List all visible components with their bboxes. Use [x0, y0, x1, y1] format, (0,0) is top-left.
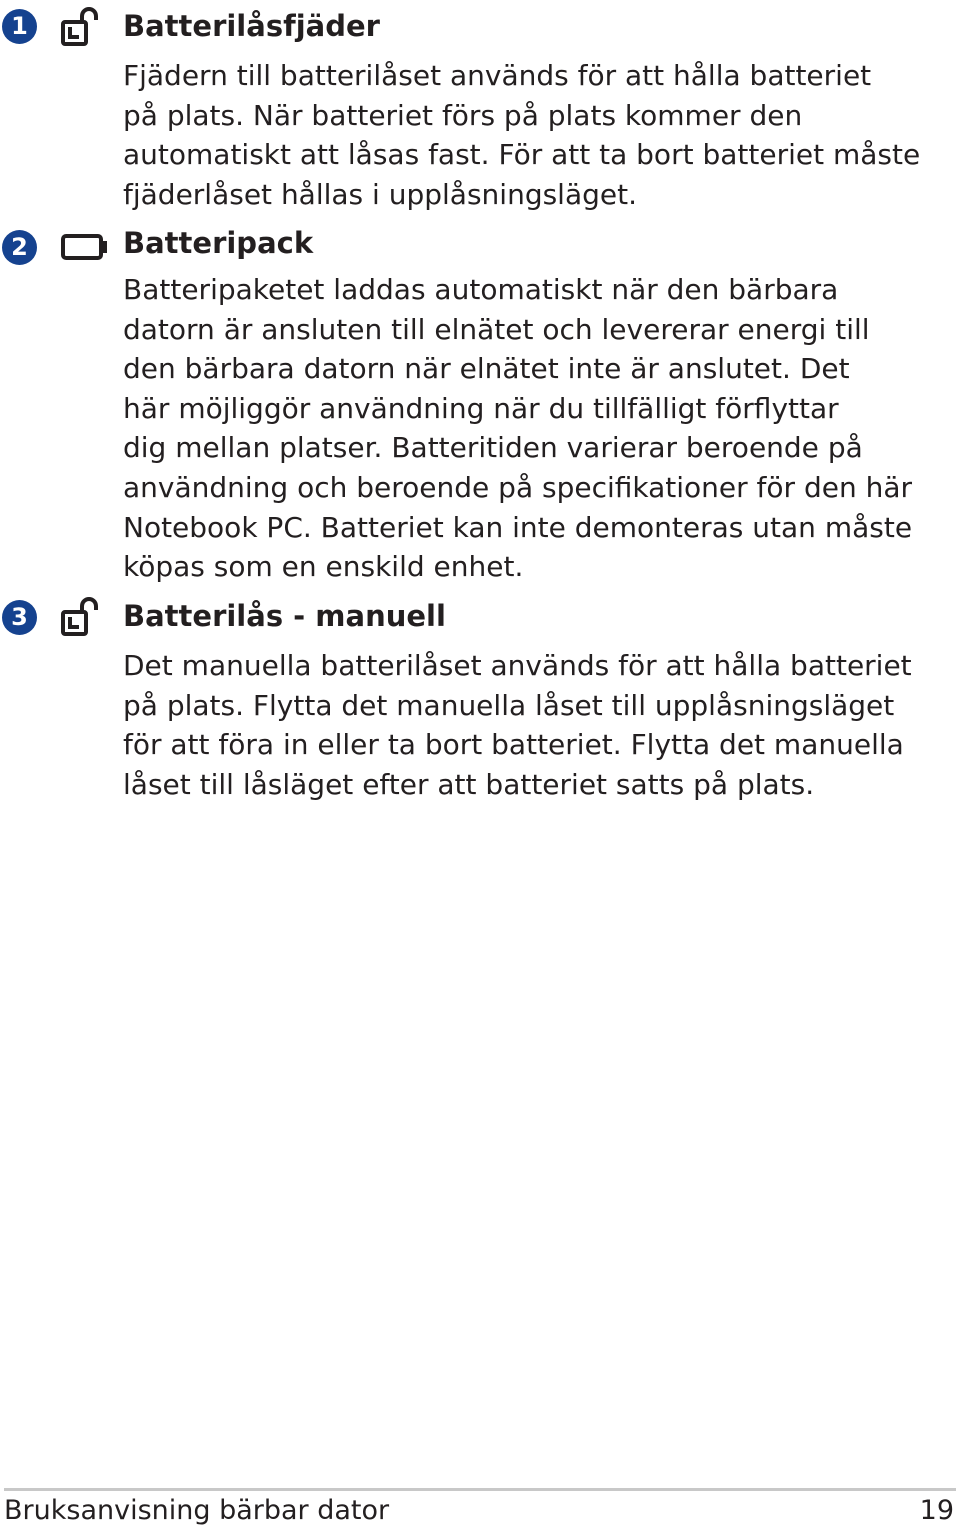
footer-divider	[4, 1488, 956, 1491]
section-title: Batterilås - manuell	[123, 599, 446, 633]
description-line: köpas som en enskild enhet.	[123, 550, 524, 584]
description-line: för att föra in eller ta bort batteriet. Flytta det manuella	[123, 728, 904, 762]
callout-number-2: 2	[2, 230, 37, 265]
description-line: automatiskt att låsas fast. För att ta bort batteriet måste	[123, 138, 921, 172]
description-line: här möjliggör användning när du tillfälligt förflyttar	[123, 391, 839, 425]
description-line: på plats. När batteriet förs på plats kommer den	[123, 98, 803, 132]
description-line: låset till låsläget efter att batteriet satts på plats.	[123, 767, 815, 801]
description-line: Det manuella batterilåset används för att hålla batteriet	[123, 649, 912, 682]
section-description	[123, 270, 913, 587]
section-title: Batterilåsfjäder	[123, 9, 380, 43]
description-line: datorn är ansluten till elnätet och levererar energi till	[123, 312, 870, 346]
description-line: Fjädern till batterilåset används för att hålla batteriet	[123, 59, 872, 92]
description-line: Batteripaketet laddas automatiskt när den bärbara	[123, 273, 839, 306]
description-line: dig mellan platser. Batteritiden varierar beroende på	[123, 431, 863, 465]
callout-number-1: 1	[2, 9, 37, 44]
description-line: fjäderlåset hållas i upplåsningsläget.	[123, 177, 637, 211]
unlocked-padlock-icon	[60, 596, 100, 640]
section-description	[123, 56, 921, 214]
battery-icon	[60, 232, 108, 266]
description-line: den bärbara datorn när elnätet inte är anslutet. Det	[123, 352, 850, 386]
unlocked-padlock-icon	[60, 6, 100, 50]
section-title: Batteripack	[123, 226, 314, 260]
page-number: 19	[919, 1495, 954, 1526]
footer-title: Bruksanvisning bärbar dator	[4, 1495, 390, 1526]
description-line: på plats. Flytta det manuella låset till upplåsningsläget	[123, 688, 895, 722]
description-line: Notebook PC. Batteriet kan inte demonteras utan måste	[123, 510, 913, 544]
description-line: användning och beroende på specifikationer för den här	[123, 470, 913, 504]
callout-number-3: 3	[2, 600, 37, 635]
section-description	[123, 646, 912, 804]
